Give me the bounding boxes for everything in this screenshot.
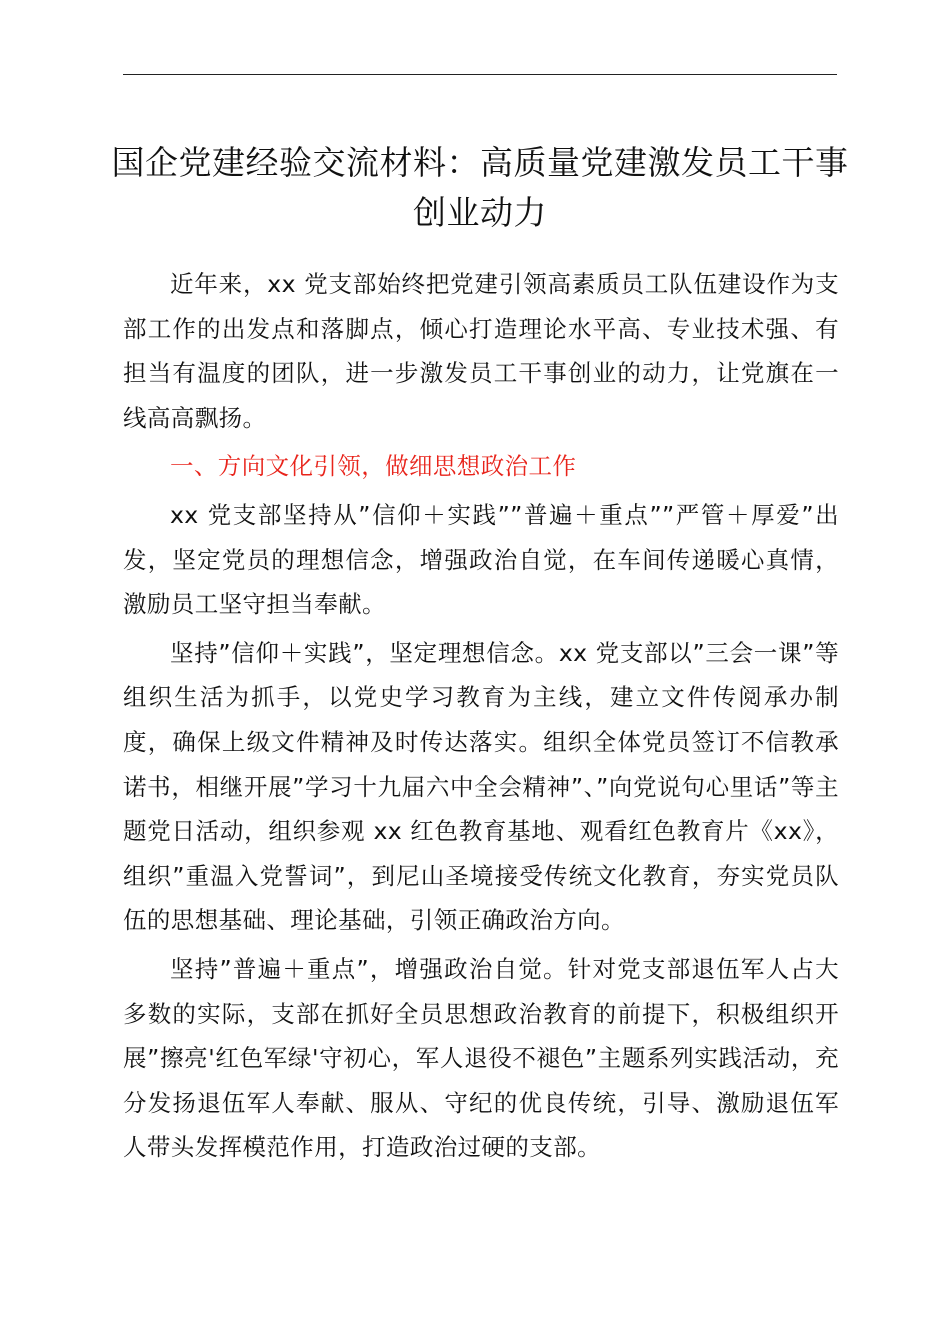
body-paragraph: xx 党支部坚持从”信仰＋实践””普遍＋重点””严管＋厚爱”出发，坚定党员的理想信念，增强政治自觉，在车间传递暖心真情，激励员工坚守担当奉献。: [123, 500, 839, 619]
document-body: [123, 262, 839, 1174]
document-title: 国企党建经验交流材料：高质量党建激发员工干事创业动力: [111, 143, 849, 232]
body-paragraph: 坚持”普遍＋重点”，增强政治自觉。针对党支部退伍军人占大多数的实际，支部在抓好全员思想政治教育的前提下，积极组织开展”擦亮'红色军绿'守初心，军人退役不褪色”主题系列实践活动，充分发扬退伍军人奉献、服从、守纪的优良传统，引导、激励退伍军人带头发挥模范作用，打造政治过硬的支部。: [123, 954, 839, 1162]
section-heading: 一、方向文化引领，做细思想政治工作: [170, 452, 577, 481]
header-rule: [123, 74, 837, 75]
intro-paragraph: 近年来，xx 党支部始终把党建引领高素质员工队伍建设作为支部工作的出发点和落脚点，倾心打造理论水平高、专业技术强、有担当有温度的团队，进一步激发员工干事创业的动力，让党旗在一线高高飘扬。: [123, 270, 839, 432]
body-paragraph: 坚持”信仰＋实践”，坚定理想信念。xx 党支部以”三会一课”等组织生活为抓手，以党史学习教育为主线，建立文件传阅承办制度，确保上级文件精神及时传达落实。组织全体党员签订不信教承诺书，相继开展”学习十九届六中全会精神”、”向党说句心里话”等主题党日活动，组织参观 xx 红色教育基地、观看红色教育片《xx》，组织”重温入党誓词”，到尼山圣境接受传统文化教育，夯实党员队伍的思想基础、理论基础，引领正确政治方向。: [123, 638, 839, 935]
